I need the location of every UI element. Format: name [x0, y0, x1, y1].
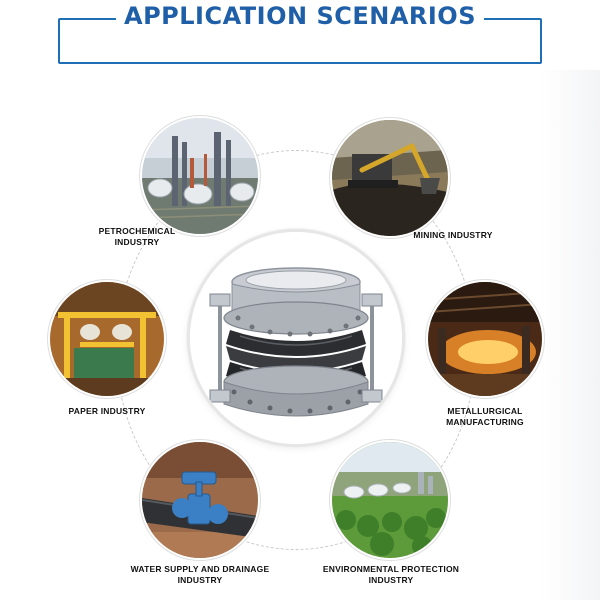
environmental-label-line1: ENVIRONMENTAL PROTECTION: [322, 564, 460, 574]
water-pipe-valve-image: [142, 442, 258, 558]
environmental-label-line2: INDUSTRY: [368, 575, 414, 585]
environmental-label: [316, 564, 466, 586]
petrochemical-label: [82, 226, 192, 248]
mining-label-line1: MINING INDUSTRY: [413, 230, 493, 240]
water-supply-label: [120, 564, 280, 586]
rubber-expansion-joint-image: [190, 232, 402, 444]
metallurgical-label-line2: MANUFACTURING: [446, 417, 524, 427]
page-title: APPLICATION SCENARIOS: [0, 2, 600, 30]
paper-label-line1: PAPER INDUSTRY: [68, 406, 146, 416]
petrochemical-label-line1: PETROCHEMICAL: [98, 226, 176, 236]
background-shade: [540, 70, 600, 600]
water-supply-label-line1: WATER SUPPLY AND DRAINAGE: [130, 564, 270, 574]
green-industrial-park-image: [332, 442, 448, 558]
mining-excavator-image: [332, 120, 448, 236]
paper-label: [52, 406, 162, 417]
petrochemical-label-line2: INDUSTRY: [114, 237, 160, 247]
metallurgical-label: [428, 406, 542, 428]
water-supply-label-line2: INDUSTRY: [177, 575, 223, 585]
petrochemical-plant-image: [142, 118, 258, 234]
mining-label: [398, 230, 508, 241]
steel-mill-image: [428, 282, 542, 396]
metallurgical-label-line1: METALLURGICAL: [447, 406, 523, 416]
paper-mill-image: [50, 282, 164, 396]
